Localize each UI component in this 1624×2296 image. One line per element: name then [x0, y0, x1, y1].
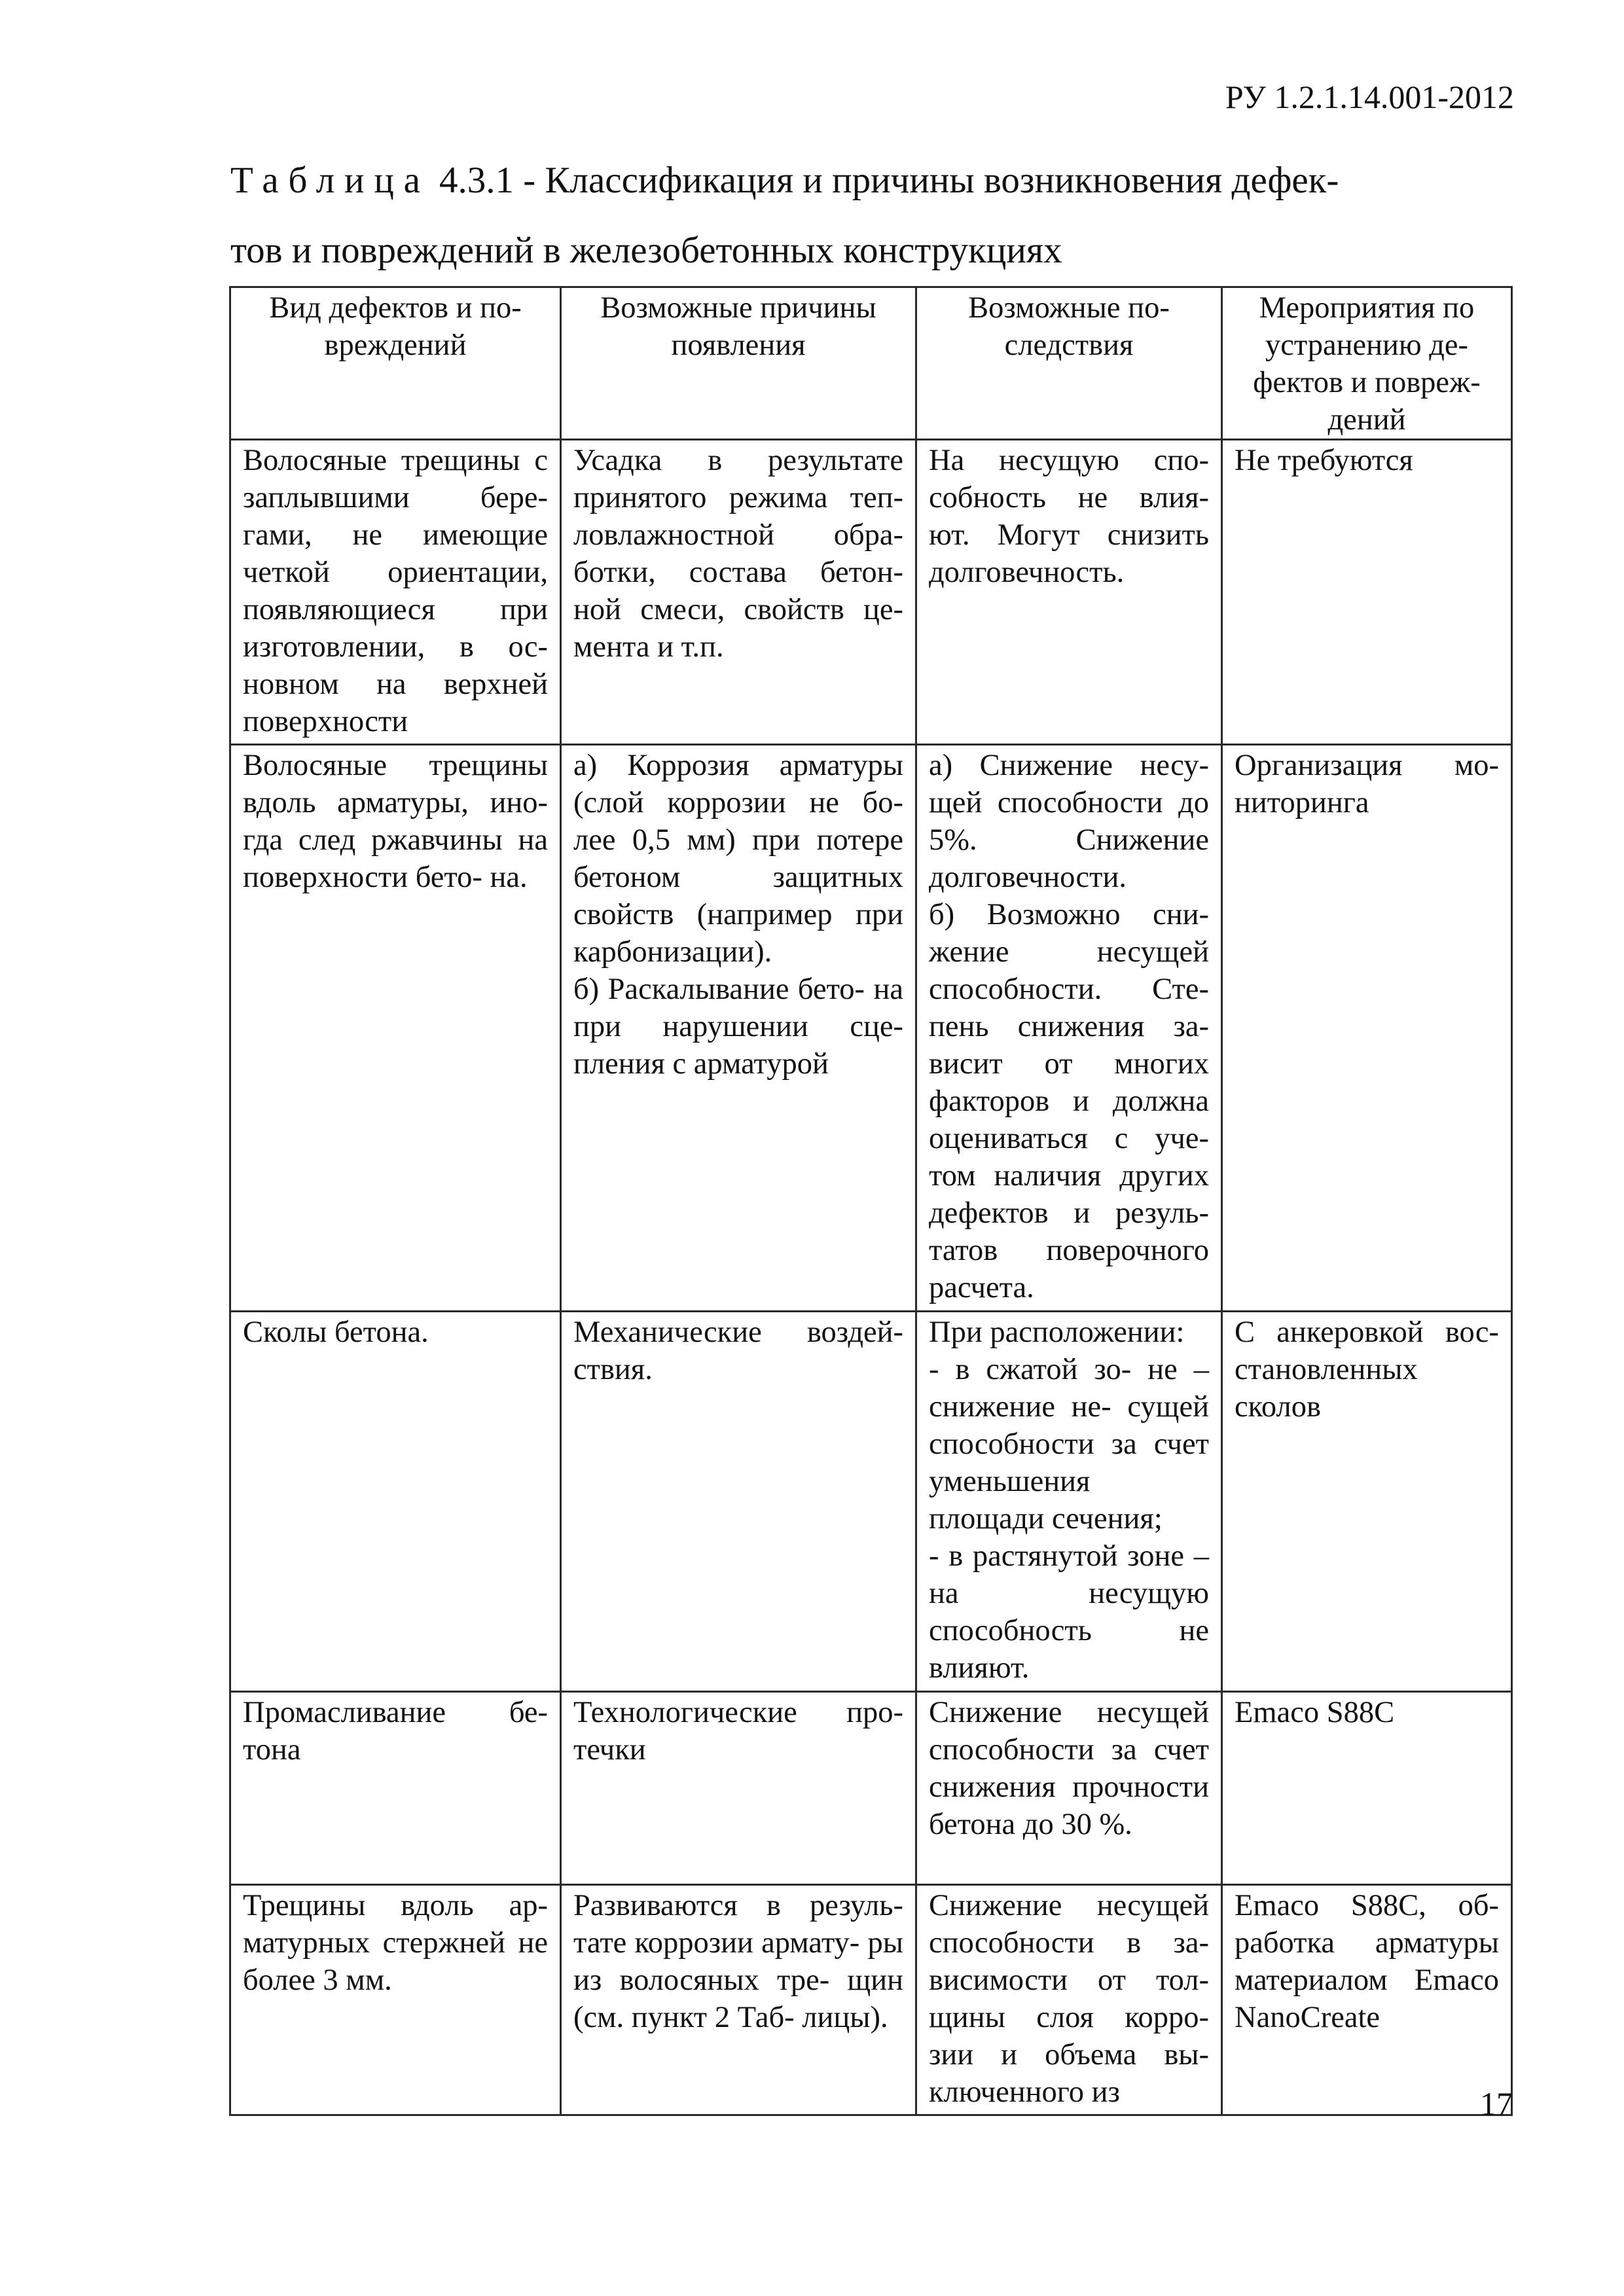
- cell-consequences: Снижение несущей способности в за- висимости от тол- щины слоя корро- зии и объема вы- ключенного из: [916, 1885, 1222, 2115]
- cell-causes: [561, 745, 916, 1312]
- header-causes: Возможные причины появления: [561, 287, 916, 440]
- caption-title-line2: тов и повреждений в железобетонных конструкциях: [230, 230, 1062, 271]
- header-measures: Мероприятия по устранению де- фектов и повреж- дений: [1222, 287, 1512, 440]
- cell-measures: Emaco S88C: [1222, 1692, 1512, 1885]
- cell-causes: Механические воздей- ствия.: [561, 1312, 916, 1692]
- consequence-item: б) Возможно сни- жение несущей способности. Сте- пень снижения за- висит от многих факторов и должна оцениваться с уче- том наличия других дефектов и резуль- татов поверочного расчета.: [929, 898, 1209, 1304]
- table-row: [230, 1692, 1512, 1885]
- table-row: [230, 1885, 1512, 2115]
- cell-measures: С анкеровкой вос- становленных сколов: [1222, 1312, 1512, 1692]
- defects-table-container: [229, 286, 1513, 2116]
- table-header-row: [230, 287, 1512, 440]
- cell-consequences: На несущую спо- собность не влия- ют. Могут снизить долговечность.: [916, 440, 1222, 745]
- cell-consequences: [916, 745, 1222, 1312]
- cell-defect: Промасливание бе- тона: [230, 1692, 561, 1885]
- cause-item: а) Коррозия арматуры (слой коррозии не бо- лее 0,5 мм) при потере бетоном защитных свойств (например при карбонизации).: [573, 749, 903, 969]
- cell-consequences: [916, 1312, 1222, 1692]
- cause-item: б) Раскалывание бето- на при нарушении сце- пления с арматурой: [573, 973, 903, 1081]
- cell-causes: Усадка в результате принятого режима теп- ловлажностной обра- ботки, состава бетон- ной смеси, свойств це- мента и т.п.: [561, 440, 916, 745]
- defects-table: [229, 286, 1513, 2116]
- consequence-item: а) Снижение несу- щей способности до 5%. Снижение долговечности.: [929, 749, 1209, 894]
- consequence-item: - в сжатой зо- не – снижение не- сущей способности за счет уменьшения площади сечения;: [929, 1353, 1209, 1535]
- cell-defect: Волосяные трещины с заплывшими бере- гами, не имеющие четкой ориентации, появляющиеся при изготовлении, в ос- новном на верхней поверхности: [230, 440, 561, 745]
- header-consequences: Возможные по- следствия: [916, 287, 1222, 440]
- cell-measures: Организация мо- ниторинга: [1222, 745, 1512, 1312]
- document-code: РУ 1.2.1.14.001-2012: [1225, 79, 1514, 115]
- caption-title: 4.3.1 - Классификация и причины возникновения дефек-: [439, 160, 1339, 201]
- consequence-item: - в растянутой зоне – на несущую способность не влияют.: [929, 1539, 1209, 1685]
- consequence-item: При расположении:: [929, 1316, 1185, 1349]
- cell-defect: Сколы бетона.: [230, 1312, 561, 1692]
- cell-measures: Не требуются: [1222, 440, 1512, 745]
- cell-causes: Технологические про- течки: [561, 1692, 916, 1885]
- cell-causes: Развиваются в резуль- тате коррозии армату- ры из волосяных тре- щин (см. пункт 2 Таб- лицы).: [561, 1885, 916, 2115]
- cell-defect: Волосяные трещины вдоль арматуры, ино- гда след ржавчины на поверхности бето- на.: [230, 745, 561, 1312]
- table-row: [230, 440, 1512, 745]
- table-row: [230, 1312, 1512, 1692]
- cell-consequences: Снижение несущей способности за счет снижения прочности бетона до 30 %.: [916, 1692, 1222, 1885]
- table-row: [230, 745, 1512, 1312]
- cell-measures: Emaco S88C, об- работка арматуры материалом Emaco NanoCreate: [1222, 1885, 1512, 2115]
- header-defect-type: Вид дефектов и по- вреждений: [230, 287, 561, 440]
- page-number: 17: [1480, 2085, 1513, 2122]
- table-caption: [230, 145, 1494, 285]
- caption-label: Таблица: [230, 160, 430, 201]
- cell-defect: Трещины вдоль ар- матурных стержней не более 3 мм.: [230, 1885, 561, 2115]
